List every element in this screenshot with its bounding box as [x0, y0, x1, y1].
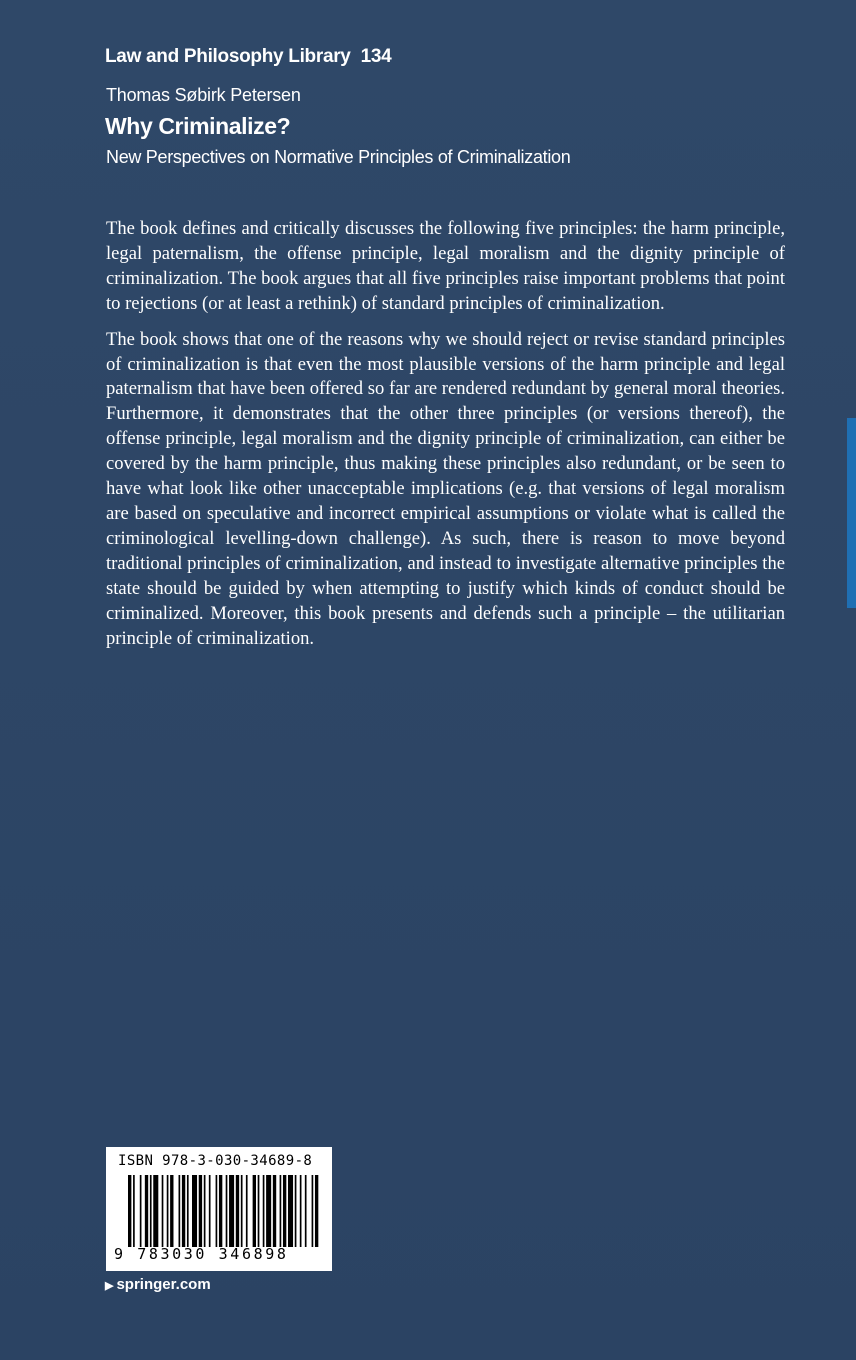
barcode-bar — [182, 1175, 185, 1247]
publisher-url: springer.com — [116, 1276, 211, 1293]
book-subtitle: New Perspectives on Normative Principles of Criminalization — [106, 147, 571, 167]
author-name: Thomas Søbirk Petersen — [106, 85, 301, 105]
barcode-bar — [283, 1175, 286, 1247]
series-line — [105, 46, 391, 68]
barcode-bar — [128, 1175, 131, 1247]
barcode-bar — [209, 1175, 211, 1247]
barcode-bar — [219, 1175, 222, 1247]
description-paragraph-1: The book defines and critically discusses the following five principles: the harm principle, legal paternalism, the offense principle, legal moralism and the dignity principle of criminalization. The book argues that all five principles raise important problems that point to rejections (or at least a rethink) of standard principles of criminalization. — [106, 218, 785, 314]
barcode-bars — [128, 1175, 320, 1247]
barcode-bar — [253, 1175, 256, 1247]
isbn-label: ISBN 978-3-030-34689-8 — [118, 1153, 313, 1169]
barcode-bar — [236, 1175, 239, 1247]
barcode-bar — [170, 1175, 173, 1247]
ean-digits: 9 783030 346898 — [114, 1245, 289, 1263]
barcode-bar — [280, 1175, 282, 1247]
barcode-bar — [300, 1175, 302, 1247]
book-title: Why Criminalize? — [105, 113, 291, 139]
barcode-bar — [145, 1175, 148, 1247]
series-name: Law and Philosophy Library — [105, 46, 351, 67]
barcode-bar — [229, 1175, 234, 1247]
barcode-bar — [315, 1175, 318, 1247]
barcode-bar — [263, 1175, 265, 1247]
barcode-bar — [216, 1175, 218, 1247]
barcode-bar — [199, 1175, 202, 1247]
barcode-bar — [295, 1175, 297, 1247]
publisher-link[interactable] — [105, 1276, 211, 1293]
barcode-bar — [204, 1175, 206, 1247]
play-triangle-icon: ▶ — [105, 1280, 114, 1292]
barcode-bar — [153, 1175, 158, 1247]
isbn-barcode — [106, 1147, 332, 1271]
description-paragraph-2: The book shows that one of the reasons why we should reject or revise standard principles of criminalization is that even the most plausible versions of the harm principle and legal paternalism that have been offered so far are rendered redundant by general moral theories. Furthermore, it demonstrates that the other three principles (or versions thereof), the offense principle, legal moralism and the dignity principle of criminalization, can either be covered by the harm principle, thus making these principles also redundant, or be seen to have what look like other unacceptable implications (e.g. that versions of legal moralism are based on speculative and incorrect empirical assumptions or violate what is called the criminological levelling-down challenge). As such, there is reason to move beyond traditional principles of criminalization, and instead to investigate alternative principles the state should be guided by when attempting to justify which kinds of conduct should be criminalized. Moreover, this book presents and defends such a principle – the utilitarian principle of criminalization. — [106, 328, 785, 649]
barcode-bar — [226, 1175, 228, 1247]
barcode-bar — [187, 1175, 189, 1247]
barcode-bar — [167, 1175, 169, 1247]
barcode-bar — [266, 1175, 271, 1247]
barcode-bar — [192, 1175, 197, 1247]
barcode-bar — [246, 1175, 248, 1247]
book-description — [106, 217, 785, 662]
barcode-bar — [162, 1175, 164, 1247]
barcode-bar — [288, 1175, 293, 1247]
accent-strip — [847, 418, 856, 608]
series-number: 134 — [360, 46, 392, 67]
barcode-bar — [179, 1175, 181, 1247]
barcode-bar — [140, 1175, 142, 1247]
barcode-bar — [241, 1175, 243, 1247]
barcode-bar — [273, 1175, 276, 1247]
barcode-bar — [258, 1175, 260, 1247]
barcode-bar — [133, 1175, 135, 1247]
barcode-bar — [150, 1175, 152, 1247]
barcode-bar — [312, 1175, 314, 1247]
barcode-bar — [305, 1175, 307, 1247]
